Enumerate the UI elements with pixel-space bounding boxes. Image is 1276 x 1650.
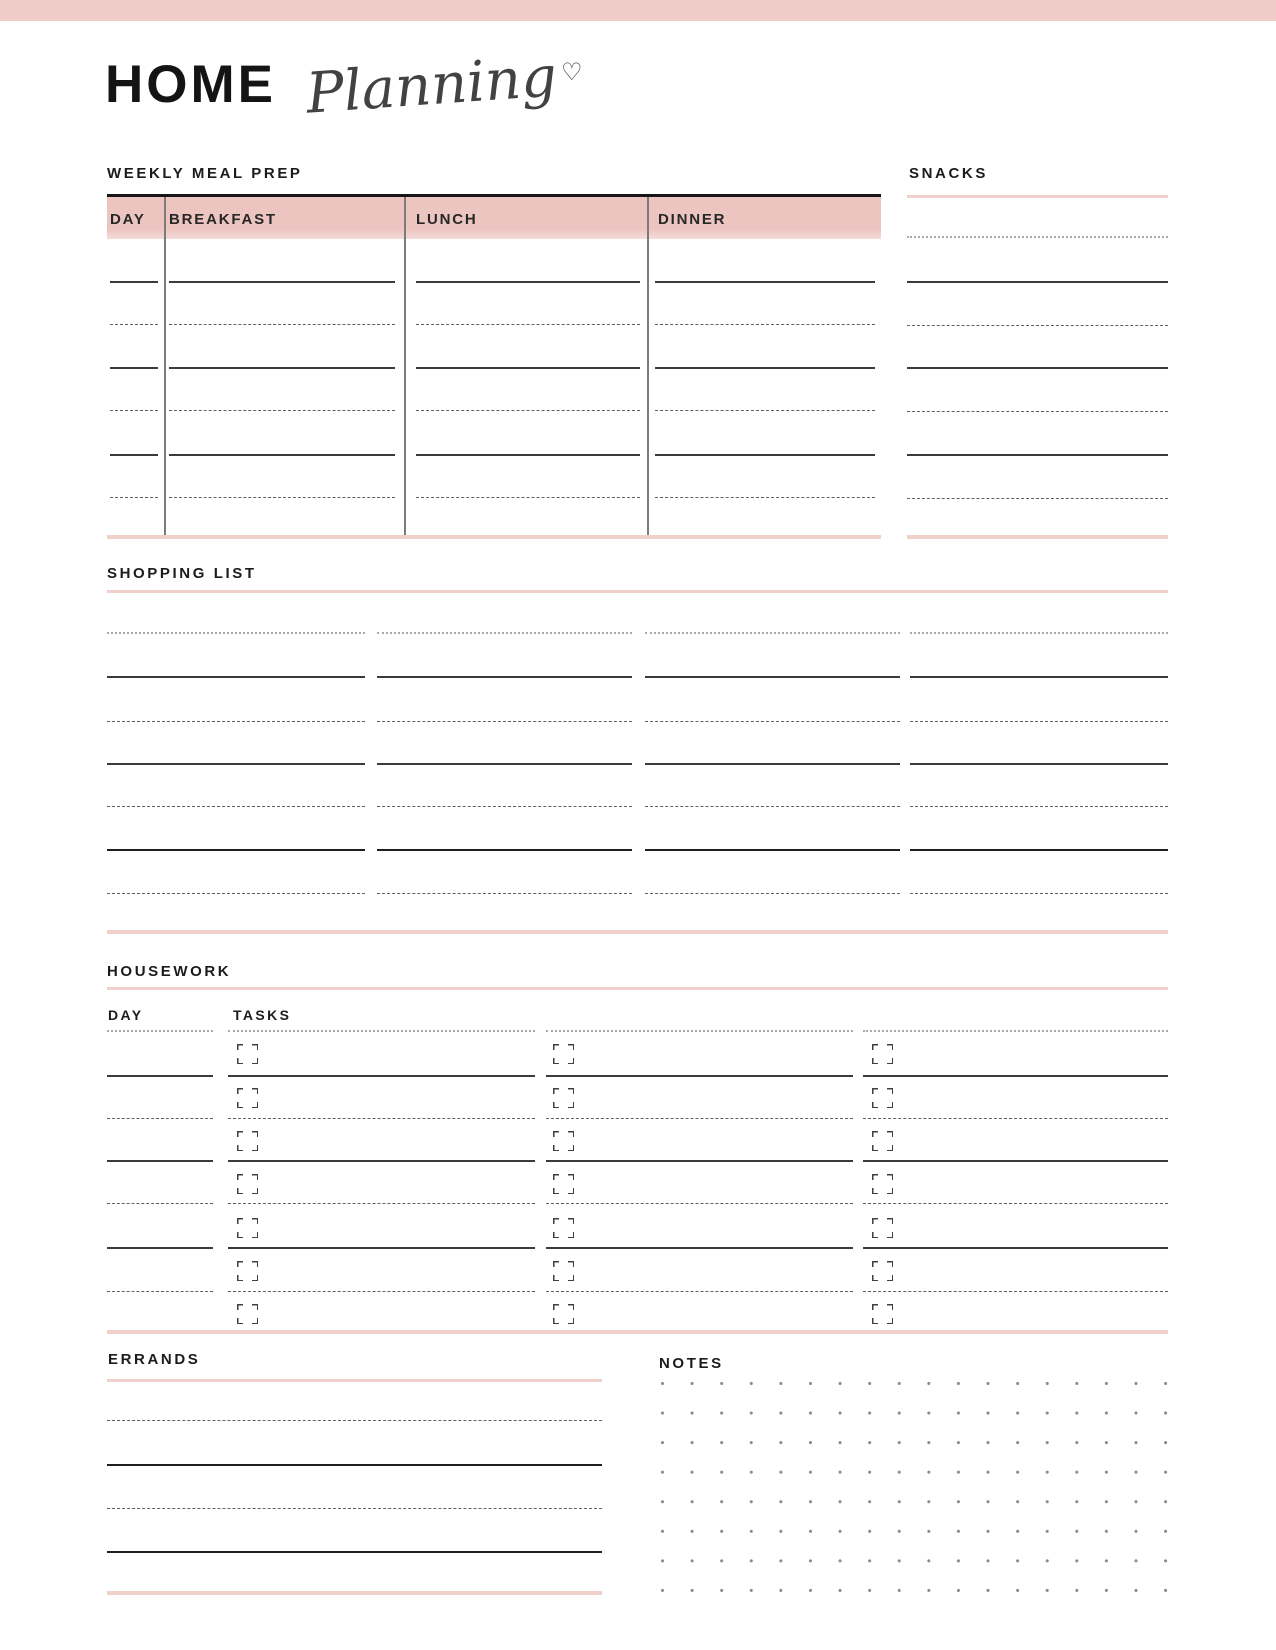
heading-underline bbox=[107, 987, 1168, 990]
writing-line bbox=[416, 324, 640, 325]
section-divider bbox=[107, 1330, 1168, 1334]
task-checkbox[interactable] bbox=[872, 1131, 893, 1151]
writing-line bbox=[377, 763, 632, 765]
writing-line bbox=[107, 849, 365, 851]
top-accent-bar bbox=[0, 0, 1276, 21]
writing-line bbox=[655, 410, 875, 411]
writing-line bbox=[645, 763, 900, 765]
writing-line bbox=[863, 1075, 1168, 1077]
writing-line bbox=[546, 1118, 853, 1119]
meal-col-lunch: LUNCH bbox=[416, 211, 478, 228]
writing-line bbox=[655, 454, 875, 456]
writing-line bbox=[910, 632, 1168, 634]
task-checkbox[interactable] bbox=[872, 1261, 893, 1281]
task-checkbox[interactable] bbox=[872, 1044, 893, 1064]
errands-heading: ERRANDS bbox=[108, 1351, 201, 1368]
task-checkbox[interactable] bbox=[553, 1218, 574, 1238]
writing-line bbox=[228, 1203, 535, 1204]
section-divider bbox=[107, 930, 1168, 934]
task-checkbox[interactable] bbox=[553, 1088, 574, 1108]
writing-line bbox=[110, 324, 158, 325]
writing-line bbox=[228, 1291, 535, 1292]
writing-line bbox=[863, 1160, 1168, 1162]
heading-underline bbox=[107, 1379, 602, 1382]
writing-line bbox=[377, 632, 632, 634]
writing-line bbox=[416, 410, 640, 411]
writing-line bbox=[910, 763, 1168, 765]
task-checkbox[interactable] bbox=[237, 1088, 258, 1108]
writing-line bbox=[228, 1118, 535, 1119]
writing-line bbox=[107, 1075, 213, 1077]
writing-line bbox=[107, 1464, 602, 1466]
meal-col-breakfast: BREAKFAST bbox=[169, 211, 277, 228]
writing-line bbox=[107, 676, 365, 678]
writing-line bbox=[546, 1291, 853, 1292]
writing-line bbox=[416, 281, 640, 283]
writing-line bbox=[546, 1203, 853, 1204]
writing-line bbox=[546, 1247, 853, 1249]
writing-line bbox=[228, 1030, 535, 1032]
task-checkbox[interactable] bbox=[237, 1261, 258, 1281]
writing-line bbox=[377, 893, 632, 894]
task-checkbox[interactable] bbox=[553, 1174, 574, 1194]
task-checkbox[interactable] bbox=[872, 1218, 893, 1238]
writing-line bbox=[416, 497, 640, 498]
writing-line bbox=[907, 325, 1168, 326]
page-title bbox=[105, 44, 583, 127]
writing-line bbox=[907, 236, 1168, 238]
writing-line bbox=[910, 849, 1168, 851]
writing-line bbox=[546, 1075, 853, 1077]
writing-line bbox=[907, 411, 1168, 412]
writing-line bbox=[863, 1291, 1168, 1292]
heading-underline bbox=[107, 590, 1168, 593]
writing-line bbox=[907, 281, 1168, 283]
writing-line bbox=[416, 454, 640, 456]
title-main: HOME bbox=[105, 55, 276, 114]
writing-line bbox=[863, 1118, 1168, 1119]
task-checkbox[interactable] bbox=[553, 1044, 574, 1064]
writing-line bbox=[546, 1030, 853, 1032]
writing-line bbox=[655, 281, 875, 283]
housework-tasks-label: TASKS bbox=[233, 1007, 292, 1023]
title-script: Planning bbox=[304, 44, 559, 127]
meal-col-day: DAY bbox=[110, 211, 146, 228]
writing-line bbox=[907, 367, 1168, 369]
meal-col-dinner: DINNER bbox=[658, 211, 727, 228]
writing-line bbox=[377, 721, 632, 722]
column-divider bbox=[404, 197, 406, 537]
task-checkbox[interactable] bbox=[553, 1261, 574, 1281]
writing-line bbox=[645, 721, 900, 722]
writing-line bbox=[110, 497, 158, 498]
writing-line bbox=[169, 367, 395, 369]
task-checkbox[interactable] bbox=[237, 1174, 258, 1194]
writing-line bbox=[169, 454, 395, 456]
writing-line bbox=[107, 1247, 213, 1249]
writing-line bbox=[107, 1420, 602, 1421]
task-checkbox[interactable] bbox=[237, 1218, 258, 1238]
writing-line bbox=[110, 454, 158, 456]
writing-line bbox=[107, 1291, 213, 1292]
housework-heading: HOUSEWORK bbox=[107, 963, 232, 980]
notes-heading: NOTES bbox=[659, 1355, 724, 1372]
task-checkbox[interactable] bbox=[872, 1174, 893, 1194]
task-checkbox[interactable] bbox=[237, 1304, 258, 1324]
task-checkbox[interactable] bbox=[872, 1088, 893, 1108]
writing-line bbox=[645, 676, 900, 678]
writing-line bbox=[169, 410, 395, 411]
writing-line bbox=[655, 367, 875, 369]
notes-dot-grid bbox=[661, 1382, 1181, 1594]
writing-line bbox=[910, 676, 1168, 678]
writing-line bbox=[546, 1160, 853, 1162]
snacks-heading: SNACKS bbox=[909, 165, 988, 182]
writing-line bbox=[863, 1247, 1168, 1249]
writing-line bbox=[110, 410, 158, 411]
writing-line bbox=[910, 806, 1168, 807]
writing-line bbox=[107, 1203, 213, 1204]
writing-line bbox=[645, 806, 900, 807]
writing-line bbox=[907, 498, 1168, 499]
snacks-bottom-rule bbox=[907, 535, 1168, 539]
writing-line bbox=[377, 676, 632, 678]
writing-line bbox=[107, 1030, 213, 1032]
writing-line bbox=[863, 1203, 1168, 1204]
writing-line bbox=[110, 281, 158, 283]
writing-line bbox=[107, 893, 365, 894]
writing-line bbox=[645, 632, 900, 634]
writing-line bbox=[377, 849, 632, 851]
housework-day-label: DAY bbox=[108, 1007, 144, 1023]
writing-line bbox=[655, 497, 875, 498]
writing-line bbox=[107, 1160, 213, 1162]
writing-line bbox=[107, 763, 365, 765]
meal-prep-heading: WEEKLY MEAL PREP bbox=[107, 165, 303, 182]
errands-bottom-rule bbox=[107, 1591, 602, 1595]
writing-line bbox=[863, 1030, 1168, 1032]
writing-line bbox=[645, 849, 900, 851]
column-divider bbox=[164, 197, 166, 537]
writing-line bbox=[228, 1160, 535, 1162]
writing-line bbox=[910, 893, 1168, 894]
shopping-heading: SHOPPING LIST bbox=[107, 565, 257, 582]
task-checkbox[interactable] bbox=[872, 1304, 893, 1324]
writing-line bbox=[107, 806, 365, 807]
writing-line bbox=[110, 367, 158, 369]
writing-line bbox=[169, 497, 395, 498]
writing-line bbox=[169, 324, 395, 325]
writing-line bbox=[416, 367, 640, 369]
writing-line bbox=[228, 1247, 535, 1249]
writing-line bbox=[228, 1075, 535, 1077]
task-checkbox[interactable] bbox=[237, 1131, 258, 1151]
writing-line bbox=[907, 454, 1168, 456]
writing-line bbox=[645, 893, 900, 894]
writing-line bbox=[169, 281, 395, 283]
column-divider bbox=[647, 197, 649, 537]
writing-line bbox=[107, 1551, 602, 1553]
writing-line bbox=[107, 1508, 602, 1509]
task-checkbox[interactable] bbox=[553, 1131, 574, 1151]
writing-line bbox=[107, 721, 365, 722]
writing-line bbox=[107, 1118, 213, 1119]
task-checkbox[interactable] bbox=[237, 1044, 258, 1064]
task-checkbox[interactable] bbox=[553, 1304, 574, 1324]
writing-line bbox=[655, 324, 875, 325]
heart-icon: ♡ bbox=[560, 59, 583, 86]
writing-line bbox=[377, 806, 632, 807]
heading-underline bbox=[907, 195, 1168, 198]
writing-line bbox=[910, 721, 1168, 722]
writing-line bbox=[107, 632, 365, 634]
meal-table-bottom-rule bbox=[107, 535, 881, 539]
